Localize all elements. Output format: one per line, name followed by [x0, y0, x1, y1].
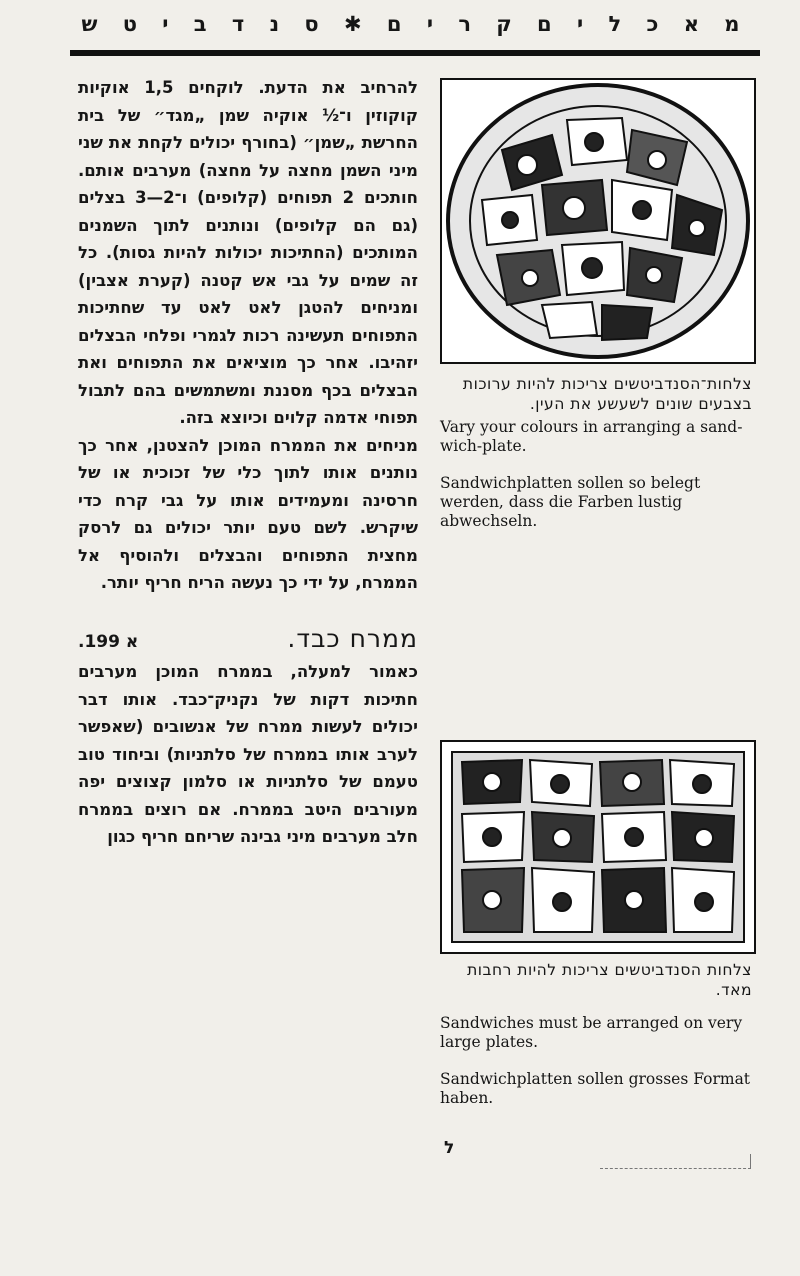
- header-rule: [70, 50, 760, 56]
- sandwich-plate-large-drawing: [442, 742, 754, 952]
- figure-1-caption-english: Vary your colours in arranging a sandwich-plate.: [440, 418, 743, 455]
- running-header: [70, 10, 760, 46]
- sandwich-plate-colorful-illustration: [440, 78, 756, 364]
- hebrew-text-column: [78, 74, 418, 1094]
- section-heading: [78, 625, 418, 657]
- sandwich-plate-large-illustration: [440, 740, 756, 954]
- running-header-title: מ א כ ל י ם ק ר י ם ✱ ס נ ד ב י ט ש: [81, 12, 749, 36]
- figure-2-caption-german: Sandwichplatten sollen grosses Format haben.: [440, 1070, 751, 1107]
- figure-1-caption-hebrew: צלחות־הסנדביטשים צריכות להיות ערוכות בצבעים שונים לשעשע את העין.: [462, 375, 752, 413]
- section-number: א 199.: [78, 631, 139, 652]
- paragraph-2: מניחים את הממרח המוכן להצטנן, אחר כך נותנים אותו לתוך כלי של זכוכית או של חרסינה ומעמידים אותו על גבי קרח כדי שיקרש. לשם טעם יותר יכולים גם לרסק מחצית התפוחים והבצלים ולהוסיף אל הממרח, על ידי כך נעשה הריח חריף יותר.: [78, 435, 418, 592]
- sandwich-plate-colorful-drawing: [442, 80, 754, 362]
- corner-mark: [600, 1154, 751, 1169]
- figure-2-caption-hebrew: צלחות הסנדביטשים צריכות להיות רחבות מאד.: [467, 961, 752, 999]
- paragraph-3: כאמור למעלה, בממרח המוכן מערבים חתיכות דקות של נקניק־כבד. אותו דבר יכולים לעשות ממרח של אנשובים (שאפשר לערב אותו בממרח של סלתניות) וביחוד טוב טעמם של סלתניות או סלמון קצוצים יפה מעורבים היטב בממרח. אם רוצים בממרח חלב מערבים מיני גבינה שריחם חריף כגון: [78, 662, 418, 846]
- page-number: ל: [444, 1138, 455, 1158]
- figure-2-caption-english: Sandwiches must be arranged on very large plates.: [440, 1014, 743, 1051]
- paragraph-1: להרחיב את הדעת. לוקחים 1,5 אוקיות קוקוזין ו־½ אוקיה שמן „מגד״ של בית החרשת „שמן״ (בחורף יכולים לקחת את שני מיני השמן מחצה על מחצה) מערבים אותם. חותכים 2 תפוחים (קלופים) ו־2—3 בצלים (גם הם קלופים) ונותנים לתוך השמנים המותכים (החתיכות יכולות להיות גסות). כל זה שמים על גבי אש קטנה (קערת אצבין) ומניחים להטגן לאט לאט עד שחתיכות התפוחים תעשינה רכות לגמרי ופלחי הבצלים יזהיבו. אחר כך מוציאים את התפוחים ואת הבצלים בכף מסננת ומשתמשים בהם לתבול תפוחי אדמה קלוים וכיוצא בזה.: [78, 78, 418, 427]
- section-title: ממרח כבד.: [287, 623, 418, 653]
- figure-1-caption-german: Sandwichplatten sollen so belegt werden, dass die Farben lustig abwechseln.: [440, 474, 701, 530]
